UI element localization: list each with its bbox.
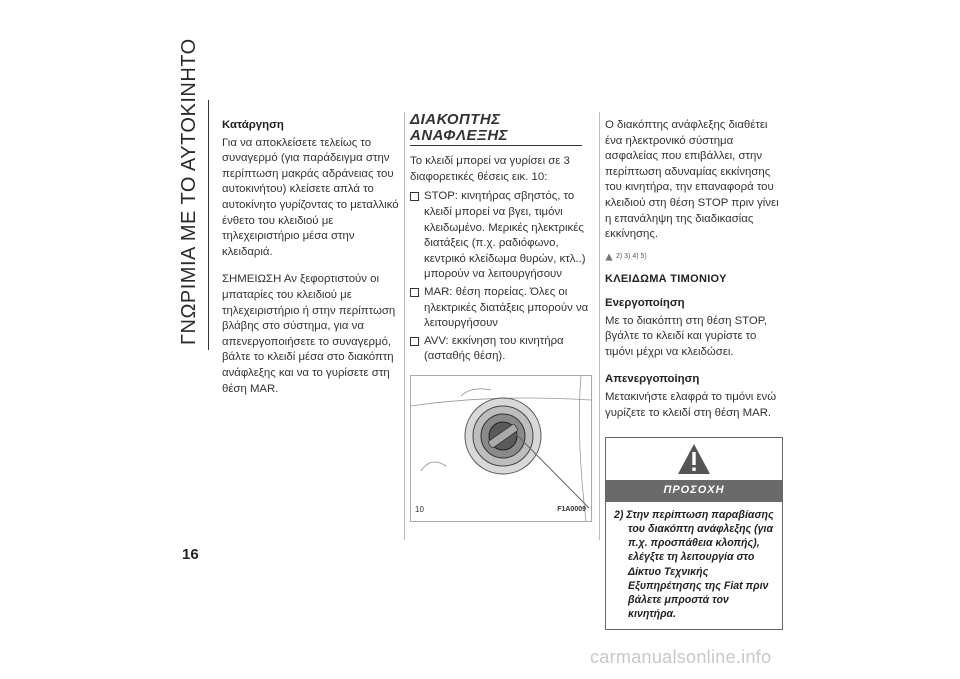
column-1 <box>222 118 402 409</box>
warning-triangle-icon <box>677 443 711 475</box>
heading-deactivation-lock: Απενεργοποίηση <box>605 373 700 386</box>
column-2 <box>410 112 592 522</box>
column-divider <box>404 112 405 540</box>
figure-number: 10 <box>415 505 424 515</box>
heading-deactivation: Κατάργηση <box>222 119 284 131</box>
list-item: AVV: εκκίνηση του κινητήρα (ασταθής θέση). <box>410 334 592 365</box>
column-divider <box>599 112 600 540</box>
paragraph-note: ΣΗΜΕΙΩΣΗ Αν ξεφορτιστούν οι μπαταρίες του κλειδιού με τηλεχειριστήριο ή στην περίπτωση βλάβης στο σύστημα, για να απενεργοποιήσετε το συναγερμό, βάλτε το κλειδί μέσα στο διακόπτη ανάφλεξης και να το γυρίσετε στη θέση MAR. <box>222 273 396 395</box>
list-item: STOP: κινητήρας σβηστός, το κλειδί μπορεί να βγει, τιμόνι κλειδωμένο. Μερικές ηλεκτρικές διατάξεις (π.χ. ραδιόφωνο, κεντρικό κλείδωμα θυρών, κτλ..) μπορούν να λειτουργήσουν <box>410 189 592 283</box>
checkbox-bullet-icon <box>410 337 419 346</box>
section-title-ignition-switch: ΔΙΑΚΟΠΤΗΣ ΑΝΑΦΛΕΞΗΣ <box>410 112 582 146</box>
heading-activation: Ενεργοποίηση <box>605 296 685 309</box>
section-title-steering-lock: ΚΛΕΙΔΩΜΑ ΤΙΜΟΝΙΟΥ <box>605 273 727 286</box>
checkbox-bullet-icon <box>410 192 419 201</box>
ignition-key-illustration <box>411 376 591 521</box>
warning-references: 2) 3) 4) 5) <box>605 249 783 265</box>
paragraph-deactivation: Για να αποκλείσετε τελείως το συναγερμό (για παράδειγμα στην περίπτωση μακράς αδράνειας του αυτοκινήτου) κλείσετε απλά το αυτοκίνητο γυρίζοντας το μεταλλικό ένθετο του κλειδιού με τηλεχειριστήριο μέσα στην κλειδαριά. <box>222 136 399 258</box>
caution-box <box>605 437 783 630</box>
checkbox-bullet-icon <box>410 288 419 297</box>
list-item: MAR: θέση πορείας. Όλες οι ηλεκτρικές διατάξεις μπορούν να λειτουργήσουν <box>410 285 592 332</box>
figure-ignition-switch <box>410 375 592 522</box>
watermark: carmanualsonline.info <box>590 647 772 667</box>
paragraph-intro: Το κλειδί μπορεί να γυρίσει σε 3 διαφορετικές θέσεις εικ. 10: <box>410 155 570 183</box>
caution-title: ΠΡΟΣΟΧΗ <box>606 480 782 502</box>
column-3 <box>605 118 783 630</box>
paragraph-safety-system: Ο διακόπτης ανάφλεξης διαθέτει ένα ηλεκτρονικό σύστημα ασφαλείας που επιβάλλει, στην περίπτωση αδυναμίας εκκίνησης του κινητήρα, την επαναφορά του κλειδιού στη θέση STOP πριν γίνει η επανάληψη της διαδικασίας εκκίνησης. <box>605 119 779 241</box>
paragraph-activation: Με το διακόπτη στη θέση STOP, βγάλτε το κλειδί και γυρίστε το τιμόνι μέχρι να κλειδώσει. <box>605 314 768 358</box>
paragraph-deactivation-lock: Μετακινήστε ελαφρά το τιμόνι ενώ γυρίζετε το κλειδί στη θέση MAR. <box>605 390 777 419</box>
figure-code: F1A0009 <box>557 506 586 514</box>
caution-text: 2) Στην περίπτωση παραβίασης του διακόπτη ανάφλεξης (για π.χ. προσπάθεια κλοπής), ελέγξτε τη λειτουργία στο Δίκτυο Τεχνικής Εξυπηρέτησης της Fiat πριν βάλετε μπροστά τον κινητήρα. <box>614 508 774 621</box>
warning-triangle-icon <box>605 253 613 261</box>
chapter-title-vertical: ΓΝΩΡΙΜΙΑ ΜΕ ΤΟ ΑΥΤΟΚΙΝΗΤΟ <box>178 38 200 345</box>
page-number: 16 <box>182 546 199 563</box>
